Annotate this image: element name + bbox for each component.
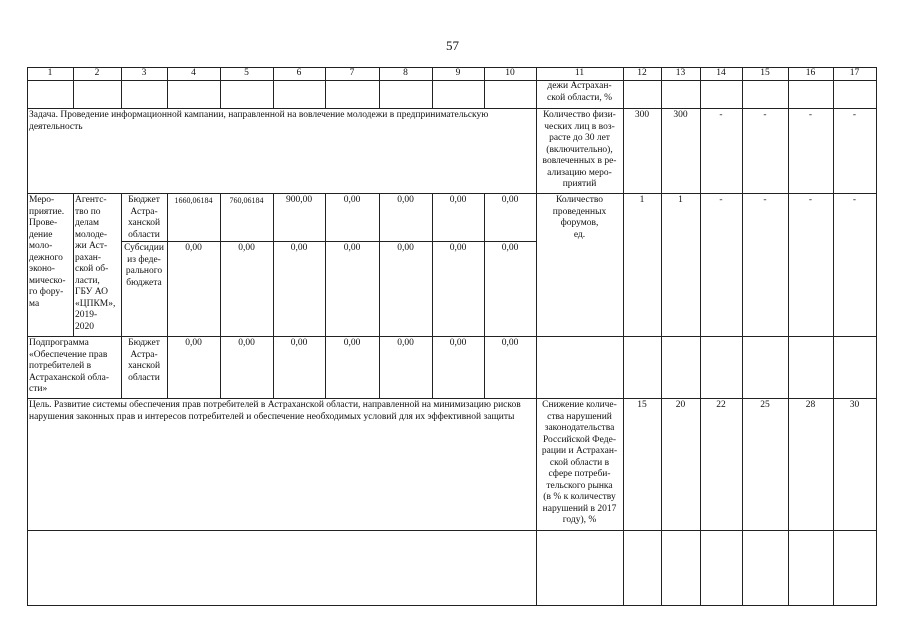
col-border [167,193,168,336]
col-border [833,193,834,336]
goal-value: 22 [716,400,726,410]
header-col-14: 14 [716,68,726,78]
task-youth-value: 300 [673,110,688,120]
subprogram-value: 0,00 [449,338,467,348]
col-border [661,398,662,530]
event-value-federal: 0,00 [238,243,255,253]
col-border [876,336,877,398]
col-border [379,193,380,336]
col-border [700,530,701,605]
header-col-17: 17 [849,68,860,78]
row-border [27,530,877,531]
col-border [876,193,877,336]
col-border [742,530,743,605]
subprogram-value: 0,00 [238,338,255,348]
col-border [536,530,537,605]
task-youth-value: - [852,110,857,120]
goal-value: 28 [805,400,816,410]
task-youth-indicator: Количество физи- ческих лиц в воз- расте до 30 лет (включительно), вовлеченных в ре- ализацию меро- приятий [542,110,617,189]
event-value-regional: 0,00 [343,195,361,205]
header-col-13: 13 [675,68,686,78]
header-col-7: 7 [349,68,355,78]
task-youth-value: - [719,110,723,120]
col-border [623,398,624,530]
event-value-federal: 0,00 [343,243,361,253]
event-value-regional: 0,00 [501,195,519,205]
event-value-federal: 0,00 [449,243,467,253]
event-indicator-value: - [719,195,723,205]
header-col-8: 8 [403,68,408,78]
header-col-5: 5 [244,68,249,78]
header-col-16: 16 [805,68,816,78]
col-border [833,336,834,398]
event-value-regional: 1660,06184 [174,196,213,205]
event-value-federal: 0,00 [290,243,308,253]
header-col-15: 15 [760,68,770,78]
subprogram-value: 0,00 [290,338,308,348]
event-indicator-value: - [852,195,857,205]
task-youth-value: - [763,110,767,120]
event-executor: Агентс- тво по делам молоде- жи Аст- рахан- ской об- ласти, ГБУ АО «ЦПКМ», 2019- 2020 [75,195,116,332]
subprogram-value: 0,00 [397,338,414,348]
goal-text: Цель. Развитие системы обеспечения прав потребителей в Астраханской области, направленной на минимизацию рисков нарушения законных прав и интересов потребителей и обеспечение необходимых условий для их эффективной защиты [29,400,521,422]
col-border [742,193,743,336]
event-value-regional: 0,00 [397,195,414,205]
col-border [484,193,485,336]
header-col-11: 11 [574,68,585,78]
header-col-12: 12 [637,68,647,78]
row-border [27,605,877,606]
task-youth-value: 300 [634,110,650,120]
col-border [623,336,624,398]
col-border [788,398,789,530]
col-border [833,398,834,530]
col-border [788,336,789,398]
col-border [325,193,326,336]
goal-value: 20 [675,400,686,410]
subprogram-value: 0,00 [343,338,361,348]
col-border [661,193,662,336]
event-indicator-value: 1 [678,195,683,205]
header-col-1: 1 [47,68,53,78]
header-col-6: 6 [296,68,302,78]
subprogram-name: Подпрограмма «Обеспечение прав потребителей в Астраханской обла- сти» [29,338,110,394]
col-border [700,398,701,530]
goal-value: 30 [849,400,860,410]
col-border [788,193,789,336]
goal-value: 15 [637,400,647,410]
event-value-regional: 0,00 [449,195,467,205]
header-col-9: 9 [455,68,461,78]
col-border [876,530,877,605]
col-border [742,336,743,398]
subprogram-value: 0,00 [185,338,202,348]
col-border [220,193,221,336]
col-border [700,336,701,398]
event-name: Меро- приятие. Прове- дение моло- дежного эконо- мическо- го фору- ма [29,195,66,309]
col-border [623,530,624,605]
header-col-4: 4 [191,68,196,78]
event-value-regional: 760,06184 [229,196,264,205]
goal-value: 25 [760,400,770,410]
col-border [788,530,789,605]
event-indicator: Количество проведенных форумов, ед. [552,195,607,240]
event-value-regional: 900,00 [285,195,313,205]
col-border [661,530,662,605]
goal-indicator: Снижение количе- ства нарушений законодательства Российской Феде- рации и Астрахан- ской области в сфере потреби- тельского рынка (в % к количеству нарушений в 2017 году), % [541,400,618,525]
event-value-federal: 0,00 [185,243,202,253]
col-border [661,336,662,398]
col-border [833,530,834,605]
col-border [876,67,877,108]
event-indicator-value: - [763,195,767,205]
col-border [623,193,624,336]
header-col-2: 2 [94,68,100,78]
header-col-10: 10 [505,68,515,78]
col-border [27,530,28,605]
indicator-continued: дежи Астрахан- ской области, % [547,81,612,103]
col-border [700,193,701,336]
header-col-3: 3 [141,68,147,78]
event-source-regional: Бюджет Астра- ханской области [127,195,161,240]
col-border [536,336,537,398]
task-youth-value: - [808,110,813,120]
col-border [273,193,274,336]
col-border [876,108,877,193]
page-number: 57 [446,38,459,53]
subprogram-value: 0,00 [501,338,519,348]
col-border [876,398,877,530]
event-value-federal: 0,00 [501,243,519,253]
task-youth-text: Задача. Проведение информационной кампании, направленной на вовлечение молодежи в предпринимательскую деятельность [29,110,489,132]
col-border [432,193,433,336]
event-value-federal: 0,00 [397,243,414,253]
subprogram-source: Бюджет Астра- ханской области [127,338,161,383]
event-indicator-value: - [808,195,813,205]
col-border [742,398,743,530]
event-source-federal: Субсидии из феде- рального бюджета [124,243,164,288]
event-indicator-value: 1 [639,195,645,205]
